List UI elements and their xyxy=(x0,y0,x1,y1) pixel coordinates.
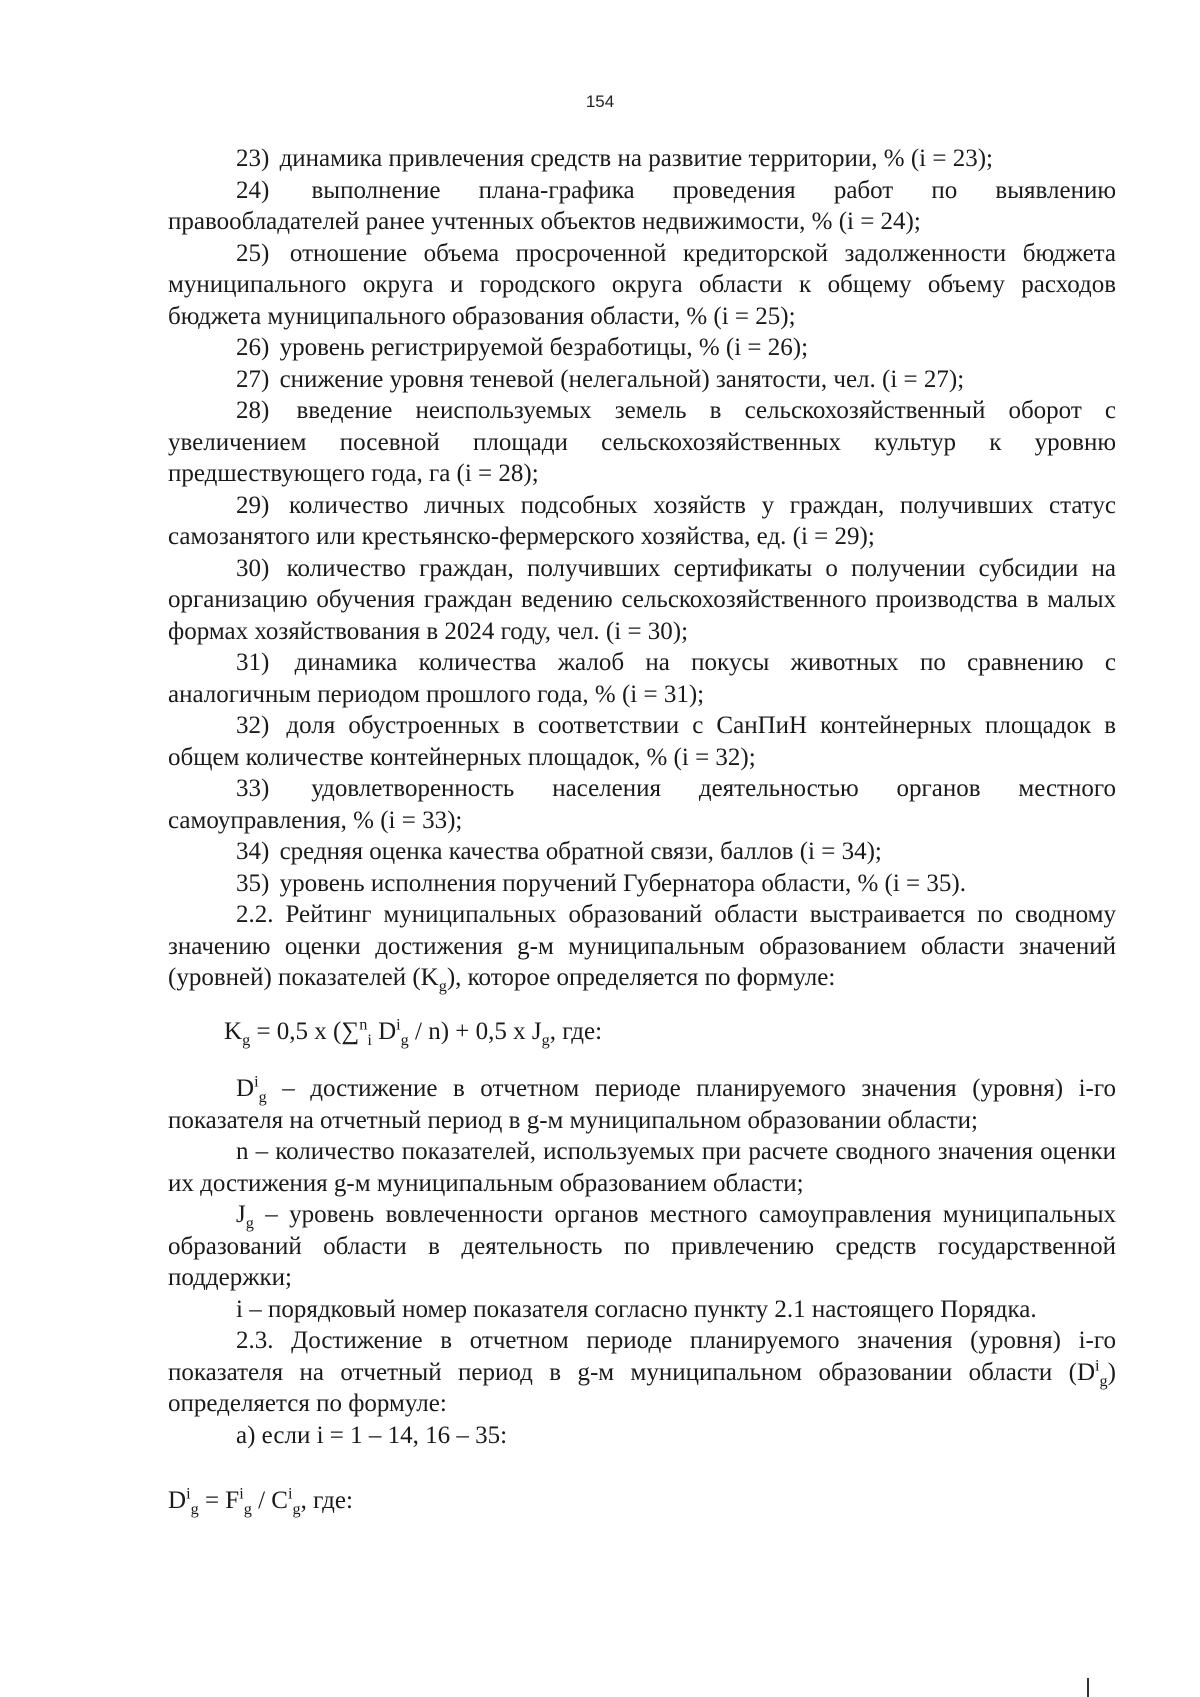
list-item-text: уровень исполнения поручений Губернатора области, % (i = 35). xyxy=(279,869,966,897)
list-item-text: отношение объема просроченной кредиторской задолженности бюджета муниципального округа и городского округа области к общему объему расходов бюджета муниципального образования области, % (i = 25); xyxy=(168,239,1116,330)
list-item-text: средняя оценка качества обратной связи, баллов (i = 34); xyxy=(279,838,882,865)
page-number: 154 xyxy=(585,92,615,111)
list-item-text: динамика привлечения средств на развитие территории, % (i = 23); xyxy=(279,145,993,172)
list-item-text: количество граждан, получивших сертификаты о получении субсидии на организацию обучения граждан ведению сельскохозяйственного производства в малых формах хозяйствования в 2024 году, чел. (i = 30); xyxy=(168,554,1117,645)
margin-mark xyxy=(1087,1678,1089,1697)
list-item-text: доля обустроенных в соответствии с СанПиН контейнерных площадок в общем количестве контейнерных площадок, % (i = 32); xyxy=(168,712,1117,771)
list-item-text: введение неиспользуемых земель в сельскохозяйственный оборот с увеличением посевной площади сельскохозяйственных культур к уровню предшествующего года, га (i = 28); xyxy=(168,397,1116,487)
list-item xyxy=(168,490,1116,553)
list-item xyxy=(168,647,1116,710)
case-a: а) если i = 1 – 14, 16 – 35: xyxy=(236,1421,508,1449)
list-item-number: 35) xyxy=(236,869,270,897)
section-2-3-paragraph: 2.3. Достижение в отчетном периоде планируемого значения (уровня) i-го показателя на отчетный период в g-м муниципальном образовании области $(D^i_g)$ определяется по формуле: xyxy=(168,1327,1116,1417)
list-item xyxy=(168,710,1116,773)
list-item xyxy=(168,332,1116,364)
list-item-number: 23) xyxy=(236,145,270,172)
list-item xyxy=(168,395,1116,490)
list-item-number: 24) xyxy=(236,176,270,204)
document-body xyxy=(168,143,1116,1517)
list-item-text: выполнение плана-графика проведения работ по выявлению правообладателей ранее учтенных объектов недвижимости, % (i = 24); xyxy=(168,176,1116,235)
list-item xyxy=(168,868,1116,900)
list-item xyxy=(168,773,1116,836)
achievement-formula: $D^i_g = F^i_g / C^i_g$, где: xyxy=(168,1484,353,1518)
list-item xyxy=(168,553,1116,648)
definition-i: i – порядковый номер показателя согласно пункту 2.1 настоящего Порядка. xyxy=(236,1295,1037,1323)
list-item-number: 31) xyxy=(236,649,270,676)
list-item xyxy=(168,836,1116,868)
list-item-number: 25) xyxy=(236,239,270,267)
list-item-text: количество личных подсобных хозяйств у граждан, получивших статус самозанятого или крестьянско-фермерского хозяйства, ед. (i = 29); xyxy=(168,491,1117,550)
rating-formula: $K_g = 0,5$ x (∑$^n_i$ $D^i_g / n) + 0,5$ x $J_g$, где: xyxy=(224,1015,603,1049)
list-item-text: уровень регистрируемой безработицы, % (i = 26); xyxy=(279,334,809,361)
definition-j: $J_g$ – уровень вовлеченности органов местного самоуправления муниципальных образований области в деятельность по привлечению средств государственной поддержки; xyxy=(168,1201,1116,1291)
list-item xyxy=(168,364,1116,396)
list-item xyxy=(168,143,1116,175)
list-item-number: 26) xyxy=(236,334,270,361)
list-item-text: удовлетворенность населения деятельностью органов местного самоуправления, % (i = 33); xyxy=(168,775,1116,834)
indicator-list xyxy=(168,143,1116,899)
list-item-text: снижение уровня теневой (нелегальной) занятости, чел. (i = 27); xyxy=(279,365,965,393)
list-item-number: 34) xyxy=(236,838,270,865)
list-item-text: динамика количества жалоб на покусы животных по сравнению с аналогичным периодом прошлого года, % (i = 31); xyxy=(168,649,1117,708)
list-item xyxy=(168,175,1116,238)
list-item-number: 32) xyxy=(236,712,270,739)
list-item-number: 30) xyxy=(236,554,270,582)
definition-d: $D^i_g$ – достижение в отчетном периоде планируемого значения (уровня) i-го показателя на отчетный период в g-м муниципальном образовании области; xyxy=(168,1072,1116,1134)
list-item-number: 29) xyxy=(236,491,270,519)
list-item-number: 33) xyxy=(236,775,270,802)
list-item-number: 28) xyxy=(236,397,270,424)
list-item-number: 27) xyxy=(236,365,270,393)
section-2-2-paragraph: 2.2. Рейтинг муниципальных образований области выстраивается по сводному значению оценки достижения g-м муниципальным образованием области значений (уровней) показателей $(K_g)$, которое определяется по формуле: xyxy=(168,901,1116,995)
list-item xyxy=(168,238,1116,333)
definition-n: n – количество показателей, используемых при расчете сводного значения оценки их достижения g-м муниципальным образованием области; xyxy=(168,1138,1116,1197)
